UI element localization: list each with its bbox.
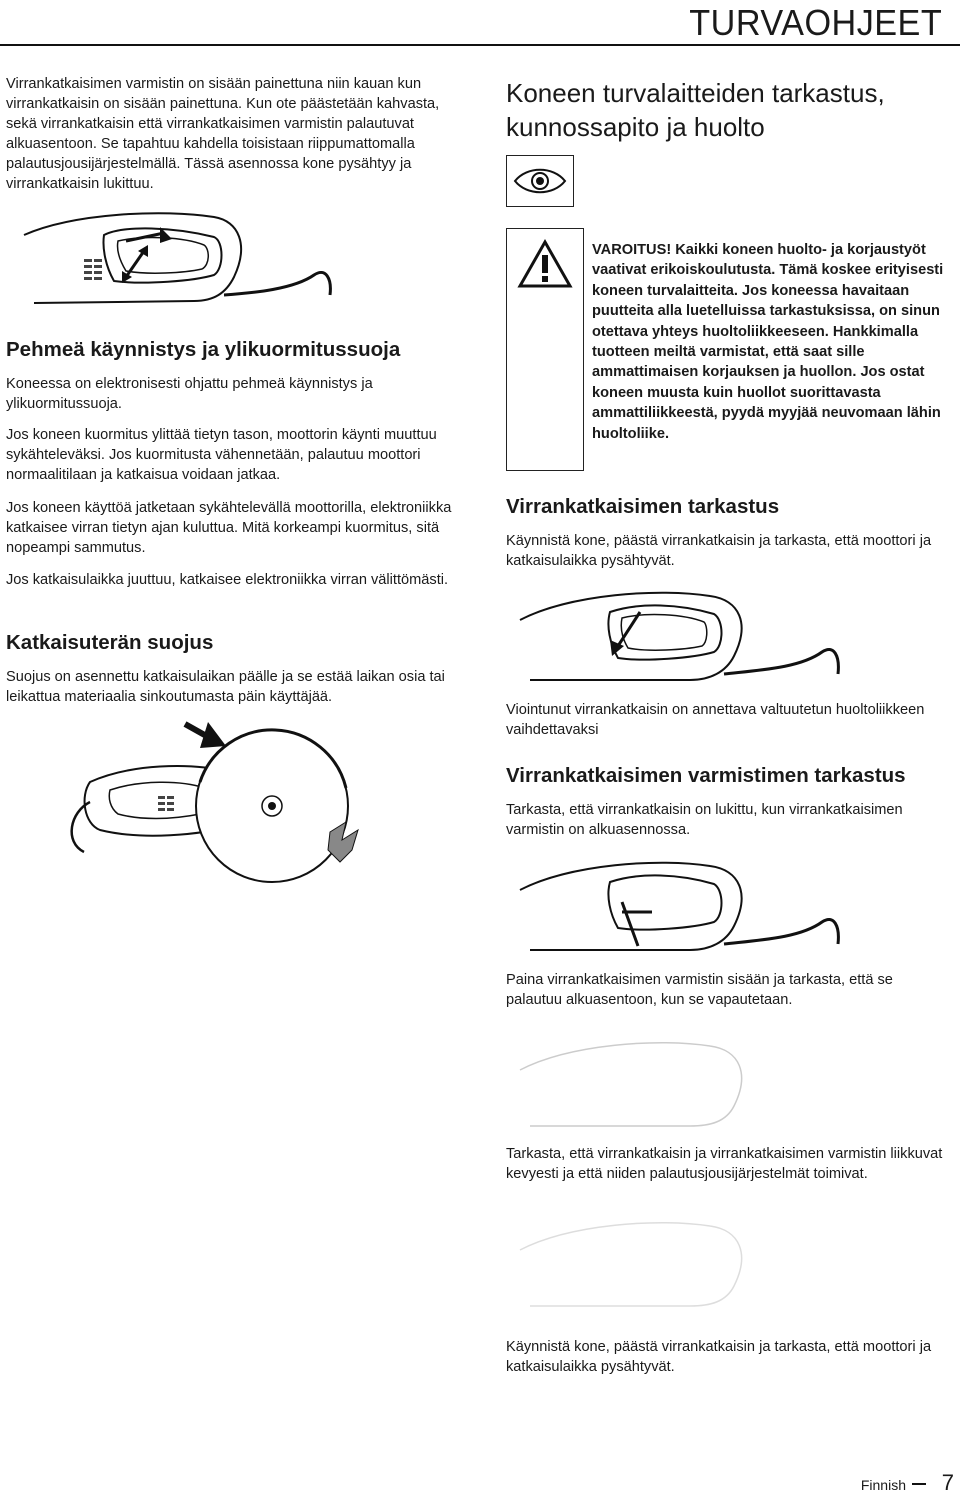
paragraph: Suojus on asennettu katkaisulaikan päälle ja se estää laikan osia tai leikattua materiaalia sinkoutumasta päin käyttäjää. [6, 669, 445, 705]
section-soft-start-body-4 [6, 570, 456, 590]
section-heading: Pehmeä käynnistys ja ylikuormitussuoja [6, 338, 401, 361]
paragraph: Käynnistä kone, päästä virrankatkaisin ja tarkasta, että moottori ja katkaisulaikka pysähtyvät. [506, 533, 932, 569]
section-lock-check-body-2 [506, 970, 951, 1010]
right-main-title: Koneen turvalaitteiden tarkastus, kunnossapito ja huolto [506, 78, 885, 142]
section-lock-check-body [506, 800, 951, 840]
section-soft-start-body-3 [6, 498, 456, 558]
header-rule [0, 44, 960, 46]
warning-triangle-icon [517, 239, 573, 289]
footer-separator [912, 1483, 926, 1485]
paragraph: Tarkasta, että virrankatkaisin on lukittu, kun virrankatkaisimen varmistin on alkuasennossa. [506, 802, 903, 838]
trigger-release-illustration [510, 580, 870, 690]
paragraph: Viointunut virrankatkaisin on annettava valtuutetun huoltoliikkeen vaihdettavaksi [506, 702, 925, 738]
trigger-press-illustration [510, 1030, 870, 1130]
section-heading: Virrankatkaisimen varmistimen tarkastus [506, 764, 906, 787]
paragraph: Paina virrankatkaisimen varmistin sisään ja tarkasta, että se palautuu alkuasentoon, kun se vapautetaan. [506, 972, 893, 1008]
page-header-title: TURVAOHJEET [689, 2, 942, 43]
saw-blade-guard-illustration [60, 712, 440, 912]
paragraph: Tarkasta, että virrankatkaisin ja virrankatkaisimen varmistin liikkuvat kevyesti ja että niiden palautusjousijärjestelmät toimivat. [506, 1146, 943, 1182]
warning-block [506, 228, 954, 471]
trigger-locked-illustration [510, 850, 870, 960]
paragraph: Jos koneen käyttöä jatketaan sykähtelevällä moottorilla, elektroniikka katkaisee virran tietyn ajan kuluttua. Mitä korkeampi kuormitus, sitä nopeampi sammutus. [6, 500, 452, 556]
section-lock-check [506, 764, 951, 788]
section-soft-start-body [6, 374, 456, 414]
section-soft-start-body-2 [6, 425, 456, 485]
section-soft-start [6, 338, 456, 362]
section-switch-check-body [506, 531, 951, 571]
eye-icon [513, 164, 567, 198]
section-blade-guard-body [6, 667, 456, 707]
intro-paragraph [6, 74, 456, 194]
warning-icon-box [506, 228, 584, 471]
page-number: 7 [941, 1470, 954, 1495]
footer-language: Finnish [860, 1477, 906, 1493]
trigger-movement-illustration [510, 1210, 870, 1310]
inspection-eye-box [506, 155, 574, 207]
section-switch-check-body-2 [506, 700, 951, 740]
paragraph: Koneessa on elektronisesti ohjattu pehmeä käynnistys ja ylikuormitussuoja. [6, 376, 373, 412]
section-lock-check-body-4 [506, 1337, 951, 1377]
paragraph: Käynnistä kone, päästä virrankatkaisin ja tarkasta, että moottori ja katkaisulaikka pysähtyvät. [506, 1339, 932, 1375]
paragraph: Jos katkaisulaikka juuttuu, katkaisee elektroniikka virran välittömästi. [6, 572, 449, 588]
handle-trigger-illustration [14, 205, 344, 315]
section-lock-check-body-3 [506, 1144, 951, 1184]
section-heading: Katkaisuterän suojus [6, 631, 214, 654]
warning-text: VAROITUS! Kaikki koneen huolto- ja korjaustyöt vaativat erikoiskoulutusta. Tämä koskee erityisesti koneen turvalaitteita. Jos koneessa havaitaan puutteita alla luetelluissa tarkastuksissa, on sinun otettava yhteys huoltoliikkeeseen. Hankkimalla tuotteen meiltä varmistat, että saat sille ammattimaisen korjauksen ja huollon. Jos ostat koneen muusta kuin huollot suorittavasta ammattiliikkeestä, pyydä myyjää neuvomaan lähin huoltoliike. [592, 242, 944, 442]
section-blade-guard [6, 631, 456, 655]
paragraph: Jos koneen kuormitus ylittää tietyn tason, moottorin käynti muuttuu sykähteleväksi. Jos kuormitusta vähennetään, palautuu moottori normaalitilaan ja katkaisua voidaan jatkaa. [6, 427, 437, 483]
intro-text: Virrankatkaisimen varmistin on sisään painettuna niin kauan kun virrankatkaisin on sisään painettuna. Kun ote päästetään kahvasta, sekä virrankatkaisin että virrankatkaisimen varmistin palautuvat alkuasentoon. Se tapahtuu kahdella toisistaan riippumattomalla palautusjousijärjestelmällä. Tässä asennossa kone pysähtyy ja virrankatkaisin lukittuu. [6, 76, 440, 192]
section-switch-check [506, 495, 951, 519]
section-heading: Virrankatkaisimen tarkastus [506, 495, 780, 518]
